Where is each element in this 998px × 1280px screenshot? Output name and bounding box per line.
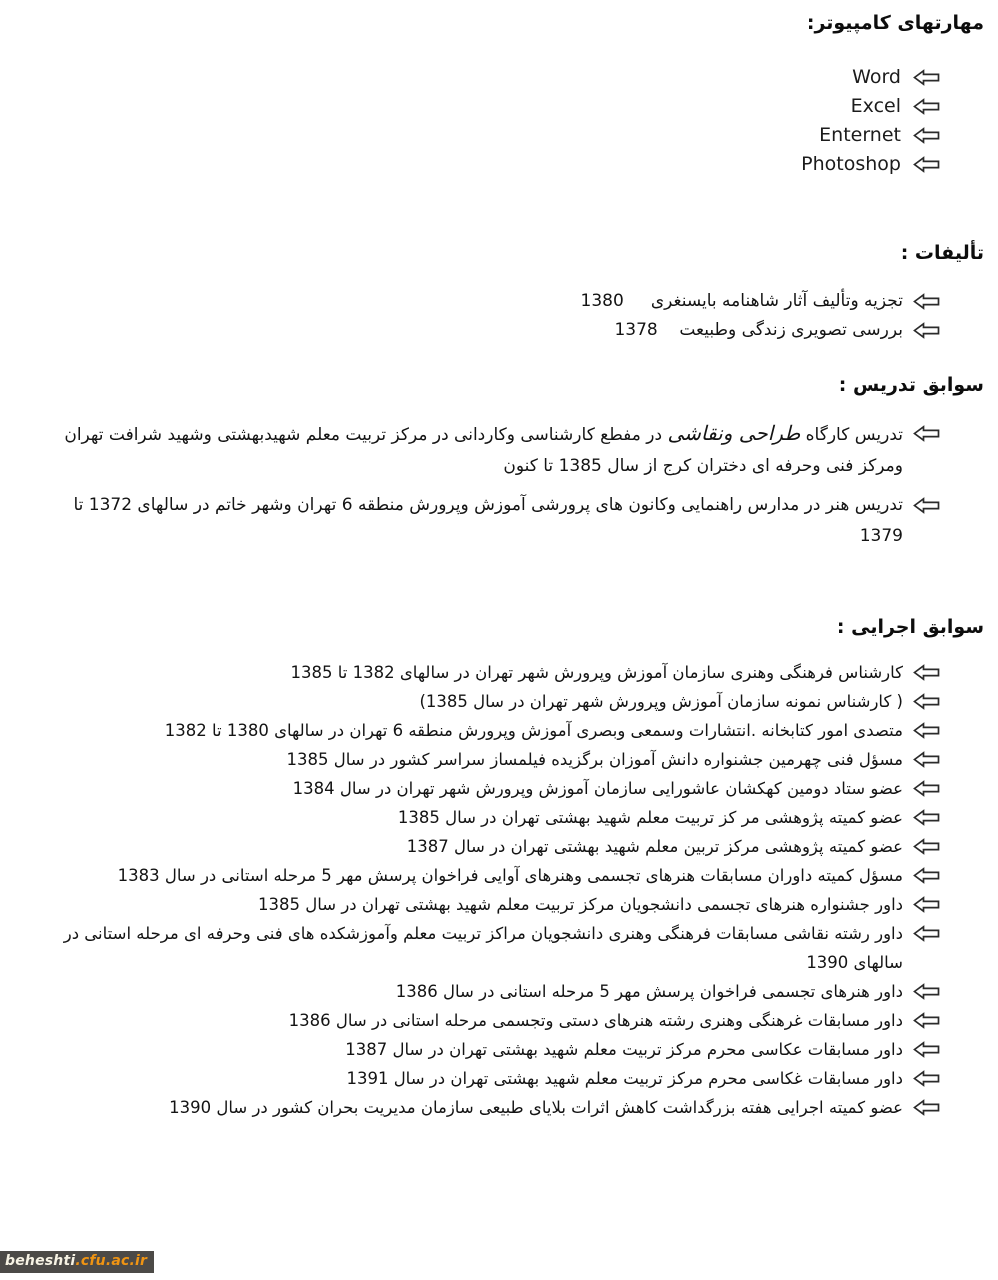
left-arrow-icon: [913, 722, 940, 739]
left-arrow-icon: [913, 867, 940, 884]
executive-text: عضو ستاد دومین کهکشان عاشورایی سازمان آموزش وپرورش شهر تهران در سال 1384: [292, 779, 903, 798]
section-heading-publications: تألیفات :: [900, 242, 984, 264]
executive-text: داور رشته نقاشی مسابقات فرهنگی وهنری دانشجویان مراکز تربیت معلم وآموزشکده های فنی وحرفه ای مرحله استانی در سالهای 1390: [63, 924, 903, 972]
left-arrow-icon: [913, 983, 940, 1000]
skill-label: Photoshop: [801, 153, 901, 175]
executive-text: ( کارشناس نمونه سازمان آموزش وپرورش شهر تهران در سال 1385): [419, 692, 903, 711]
executive-text: داور جشنواره هنرهای تجسمی دانشجویان مرکز تربیت معلم شهید بهشتی تهران در سال 1385: [258, 895, 903, 914]
executive-text: مسؤل کمیته داوران مسابقات هنرهای تجسمی وهنرهای آوایی فراخوان پرسش مهر 5 مرحله استانی در سال 1383: [117, 866, 903, 885]
teaching-item: [50, 490, 940, 552]
left-arrow-icon: [913, 69, 940, 86]
left-arrow-icon: [913, 1012, 940, 1029]
skill-item: [50, 153, 940, 176]
executive-item: [50, 803, 940, 832]
left-arrow-icon: [913, 127, 940, 144]
executive-item: [50, 1093, 940, 1122]
executive-item: [50, 1064, 940, 1093]
executive-item: [50, 832, 940, 861]
executive-text: متصدی امور کتابخانه .انتشارات وسمعی وبصری آموزش وپرورش منطقه 6 تهران در سالهای 1380 تا 1382: [164, 721, 903, 740]
skill-item: [50, 95, 940, 118]
executive-item: [50, 745, 940, 774]
publications-list: [50, 288, 940, 344]
section-executive: [50, 614, 984, 1122]
executive-item: [50, 716, 940, 745]
executive-item: [50, 861, 940, 890]
section-computer-skills: [50, 10, 984, 176]
executive-item: [50, 890, 940, 919]
executive-item: [50, 774, 940, 803]
section-publications: [50, 240, 984, 344]
left-arrow-icon: [913, 693, 940, 710]
executive-text: داور هنرهای تجسمی فراخوان پرسش مهر 5 مرحله استانی در سال 1386: [395, 982, 903, 1001]
teaching-text-calligraphic: طراحی ونقاشی: [667, 421, 801, 445]
left-arrow-icon: [913, 293, 940, 310]
left-arrow-icon: [913, 98, 940, 115]
left-arrow-icon: [913, 664, 940, 681]
left-arrow-icon: [913, 780, 940, 797]
computer-skills-list: [50, 66, 940, 176]
teaching-item: [50, 418, 940, 482]
left-arrow-icon: [913, 497, 940, 514]
executive-text: داور مسابقات عکاسی محرم مرکز تربیت معلم شهید بهشتی تهران در سال 1387: [345, 1040, 903, 1059]
left-arrow-icon: [913, 1070, 940, 1087]
skill-item: [50, 66, 940, 89]
watermark-site: beheshti: [5, 1253, 76, 1269]
teaching-text-rest: در مفطع کارشناسی وکاردانی در مرکز تربیت معلم شهیدبهشتی وشهید شرافت تهران ومرکز فنی وحرفه ای دختران کرج از سال 1385 تا کنون: [64, 425, 903, 476]
teaching-list: [50, 418, 940, 552]
section-teaching: [50, 372, 984, 552]
skill-label: Enternet: [819, 124, 901, 146]
executive-item: [50, 919, 940, 977]
executive-text: عضو کمیته اجرایی هفته بزرگداشت کاهش اثرات بلایای طبیعی سازمان مدیریت بحران کشور در سال 1390: [169, 1098, 903, 1117]
watermark-badge: [0, 1251, 154, 1273]
skill-item: [50, 124, 940, 147]
executive-text: داور مسابقات غکاسی محرم مرکز تربیت معلم شهید بهشتی تهران در سال 1391: [346, 1069, 903, 1088]
publication-text: تجزیه وتألیف آثار شاهنامه بایسنغری 1380: [580, 291, 903, 311]
executive-item: [50, 687, 940, 716]
executive-item: [50, 1006, 940, 1035]
left-arrow-icon: [913, 156, 940, 173]
executive-text: کارشناس فرهنگی وهنری سازمان آموزش وپرورش شهر تهران در سالهای 1382 تا 1385: [290, 663, 903, 682]
left-arrow-icon: [913, 425, 940, 442]
left-arrow-icon: [913, 838, 940, 855]
left-arrow-icon: [913, 1099, 940, 1116]
publication-item: [50, 288, 940, 315]
teaching-text: تدریس هنر در مدارس راهنمایی وکانون های پرورشی آموزش وپرورش منطقه 6 تهران وشهر خاتم در سالهای 1372 تا 1379: [73, 495, 903, 546]
executive-list: [50, 658, 940, 1122]
left-arrow-icon: [913, 925, 940, 942]
left-arrow-icon: [913, 896, 940, 913]
left-arrow-icon: [913, 1041, 940, 1058]
section-heading-computer-skills: مهارتهای کامپیوتر:: [806, 12, 984, 34]
executive-text: عضو کمیته پژوهشی مرکز تربین معلم شهید بهشتی تهران در سال 1387: [406, 837, 903, 856]
left-arrow-icon: [913, 809, 940, 826]
executive-item: [50, 1035, 940, 1064]
executive-text: عضو کمیته پژوهشی مر کز تربیت معلم شهید بهشتی تهران در سال 1385: [397, 808, 903, 827]
publication-text: بررسی تصویری زندگی وطبیعت 1378: [614, 320, 903, 340]
section-heading-teaching: سوابق تدریس :: [838, 374, 984, 396]
executive-item: [50, 658, 940, 687]
left-arrow-icon: [913, 322, 940, 339]
left-arrow-icon: [913, 751, 940, 768]
skill-label: Excel: [850, 95, 901, 117]
executive-item: [50, 977, 940, 1006]
section-heading-executive: سوابق اجرایی :: [836, 616, 984, 638]
teaching-text: [50, 418, 903, 482]
executive-text: داور مسابقات غرهنگی وهنری رشته هنرهای دستی وتجسمی مرحله استانی در سال 1386: [288, 1011, 903, 1030]
watermark-domain: .cfu.ac.ir: [75, 1253, 148, 1269]
executive-text: مسؤل فنی چهرمین جشنواره دانش آموزان برگزیده فیلمساز سراسر کشور در سال 1385: [286, 750, 903, 769]
skill-label: Word: [852, 66, 901, 88]
publication-item: [50, 317, 940, 344]
teaching-text-prefix: تدریس کارگاه: [800, 425, 903, 445]
